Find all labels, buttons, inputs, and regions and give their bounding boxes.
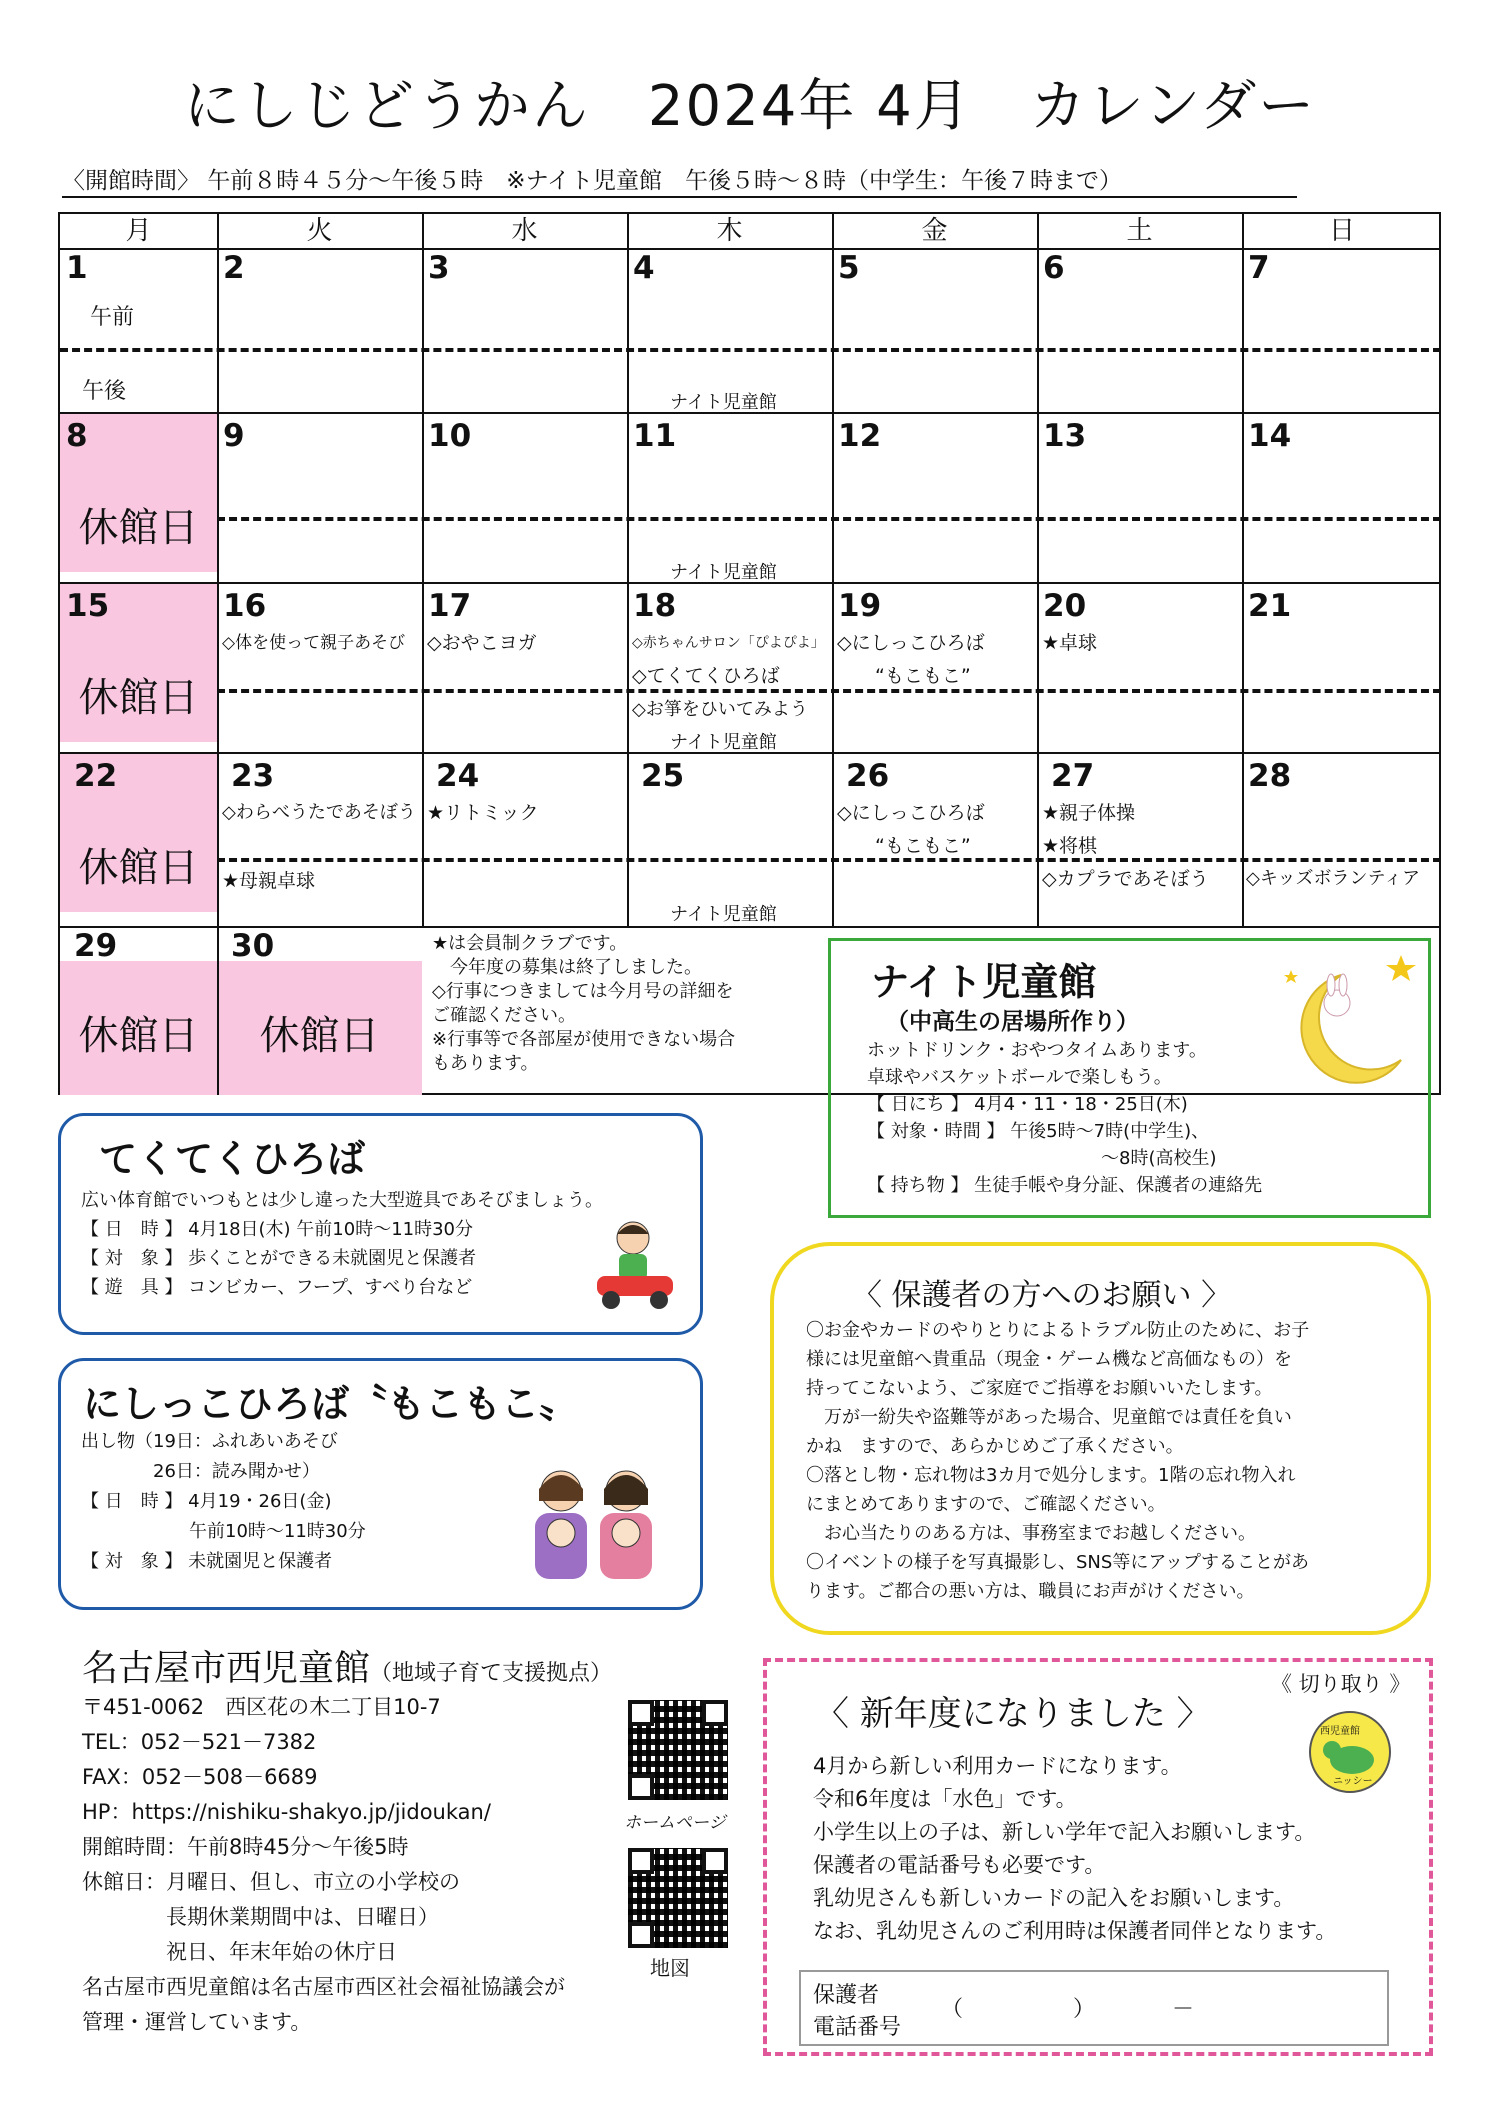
day-number: 14 bbox=[1248, 418, 1292, 454]
day-number: 15 bbox=[66, 588, 110, 624]
event-item: ★卓球 bbox=[1042, 632, 1098, 654]
day-number: 9 bbox=[223, 418, 245, 454]
event-item: ◇おやこヨガ bbox=[427, 632, 537, 654]
event-item: ◇にしっこひろば bbox=[837, 632, 985, 654]
day-number: 19 bbox=[838, 588, 882, 624]
weekday-fri: 金 bbox=[921, 216, 948, 246]
day-number: 10 bbox=[428, 418, 472, 454]
event-item: ◇赤ちゃんサロン「ぴよぴよ」 bbox=[632, 635, 825, 651]
tekuteku-title: てくてくひろば bbox=[99, 1137, 366, 1181]
night-title: ナイト児童館 bbox=[871, 960, 1097, 1004]
family-icon bbox=[521, 1461, 671, 1586]
weekday-sat: 土 bbox=[1126, 216, 1153, 246]
closed-label: 休館日 bbox=[78, 1013, 199, 1059]
weekday-tue: 火 bbox=[306, 216, 333, 246]
day-number: 3 bbox=[428, 250, 450, 286]
calendar-note: ★は会員制クラブです。 今年度の募集は終了しました。 ◇行事につきましては今月号の詳細を ご確認ください。 ※行事等で各部屋が使用できない場合 もあります。 bbox=[432, 933, 736, 1074]
night-label: ナイト児童館 bbox=[670, 562, 777, 583]
mokomoko-body: 出し物（19日：ふれあいあそび 26日：読み聞かせ） 【 日 時 】 4月19・26日(金) 午前10時～11時30分 【 対 象 】 未就園児と保護者 bbox=[81, 1431, 366, 1572]
pm-label: 午後 bbox=[82, 379, 127, 404]
day-number: 1 bbox=[66, 250, 88, 286]
event-item: “もこもこ” bbox=[875, 835, 971, 857]
event-item: ◇わらべうたであそぼう bbox=[222, 802, 416, 823]
night-subtitle: （中高生の居場所作り） bbox=[886, 1009, 1139, 1035]
guardian-title: 〈 保護者の方へのお願い 〉 bbox=[852, 1278, 1232, 1313]
guardian-box bbox=[770, 1242, 1431, 1635]
homepage-qr-label: ホームページ bbox=[624, 1813, 726, 1833]
day-number: 30 bbox=[231, 928, 275, 964]
day-number: 12 bbox=[838, 418, 882, 454]
moon-bunny-icon bbox=[1271, 955, 1421, 1085]
org-name bbox=[82, 1640, 612, 1691]
phone-label-number: 電話番号 bbox=[813, 2015, 902, 2040]
night-label: ナイト児童館 bbox=[670, 904, 777, 925]
event-item: ◇にしっこひろば bbox=[837, 802, 985, 824]
day-number: 21 bbox=[1248, 588, 1292, 624]
closed-label: 休館日 bbox=[259, 1013, 380, 1059]
day-number: 23 bbox=[231, 758, 275, 794]
newyear-title: 〈 新年度になりました 〉 bbox=[815, 1694, 1211, 1734]
org-name-main: 名古屋市西児童館 bbox=[82, 1648, 371, 1689]
day-number: 4 bbox=[633, 250, 655, 286]
am-label: 午前 bbox=[90, 305, 135, 330]
event-item: ◇てくてくひろば bbox=[632, 665, 780, 687]
org-info: 〒451-0062 西区花の木二丁目10-7 TEL：052－521－7382 FAX：052－508－6689 HP：https://nishiku-shakyo.jp/jidoukan/ 開館時間：午前8時45分～午後5時 休館日：月曜日、但し、市立の小学校の 長期休業期間中は、日曜日） 祝日、年末年始の休庁日 名古屋市西児童館は名古屋市西区社会福祉協議会が 管理・運営しています。 bbox=[82, 1695, 565, 2034]
phone-form[interactable] bbox=[799, 1970, 1389, 2046]
day-number: 20 bbox=[1043, 588, 1087, 624]
day-number: 26 bbox=[846, 758, 890, 794]
phone-label-guardian: 保護者 bbox=[813, 1983, 880, 2008]
event-item: ★リトミック bbox=[427, 802, 539, 824]
day-number: 29 bbox=[74, 928, 118, 964]
day-number: 27 bbox=[1051, 758, 1095, 794]
mokomoko-title: にしっこひろば〝もこもこ〟 bbox=[83, 1382, 578, 1426]
mascot-name: ニッシー bbox=[1333, 1776, 1373, 1787]
org-name-sub: （地域子育て支援拠点） bbox=[370, 1661, 613, 1686]
day-number: 18 bbox=[633, 588, 677, 624]
weekday-mon: 月 bbox=[125, 216, 152, 246]
day-number: 28 bbox=[1248, 758, 1292, 794]
closed-label: 休館日 bbox=[78, 845, 199, 891]
opening-hours: 〈開館時間〉 午前８時４５分～午後５時 ※ナイト児童館 午後５時～８時（中学生：午後７時まで） bbox=[62, 168, 1297, 198]
mascot-text: 西児童館 bbox=[1320, 1726, 1360, 1737]
tekuteku-body: 広い体育館でいつもとは少し違った大型遊具であそびましょう。 【 日 時 】 4月18日(木) 午前10時～11時30分 【 対 象 】 歩くことができる未就園児と保護者 【 遊 具 】 コンビカー、フープ、すべり台など bbox=[81, 1190, 603, 1298]
event-item: ◇体を使って親子あそび bbox=[222, 633, 406, 653]
day-number: 13 bbox=[1043, 418, 1087, 454]
night-box bbox=[828, 938, 1431, 1218]
event-item: ★母親卓球 bbox=[222, 870, 316, 892]
event-item: “もこもこ” bbox=[875, 665, 971, 687]
night-body: ホットドリンク・おやつタイムあります。 卓球やバスケットボールで楽しもう。 【 日にち 】 4月4・11・18・25日(木) 【 対象・時間 】 午後5時～7時(中学生)、 ～8時(高校生) 【 持ち物 】 生徒手帳や身分証、保護者の連絡先 bbox=[867, 1040, 1263, 1196]
day-number: 24 bbox=[436, 758, 480, 794]
closed-label: 休館日 bbox=[78, 505, 199, 551]
event-item: ★親子体操 bbox=[1042, 802, 1136, 824]
night-label: ナイト児童館 bbox=[670, 732, 777, 753]
night-label: ナイト児童館 bbox=[670, 392, 777, 413]
newyear-box bbox=[763, 1658, 1433, 2056]
day-number: 25 bbox=[641, 758, 685, 794]
event-item: ◇お箏をひいてみよう bbox=[632, 699, 808, 720]
day-number: 8 bbox=[66, 418, 88, 454]
weekday-thu: 木 bbox=[716, 216, 743, 246]
day-number: 11 bbox=[633, 418, 677, 454]
newyear-body: 4月から新しい利用カードになります。 令和6年度は「水色」です。 小学生以上の子は、新しい学年で記入お願いします。 保護者の電話番号も必要です。 乳幼児さんも新しいカードの記入をお願いします。 なお、乳幼児さんのご利用時は保護者同伴となります。 bbox=[813, 1754, 1337, 1943]
event-item: ◇キッズボランティア bbox=[1246, 868, 1421, 889]
map-qr-label: 地図 bbox=[650, 1956, 690, 1980]
day-number: 16 bbox=[223, 588, 267, 624]
phone-blank[interactable]: （ ） － bbox=[941, 1997, 1195, 2022]
day-number: 7 bbox=[1248, 250, 1270, 286]
weekday-sun: 日 bbox=[1328, 216, 1355, 246]
day-number: 5 bbox=[838, 250, 860, 286]
event-item: ★将棋 bbox=[1042, 835, 1098, 857]
guardian-body: 〇お金やカードのやりとりによるトラブル防止のために、お子 様には児童館へ貴重品（現金・ゲーム機など高価なもの）を 持ってこないよう、ご家庭でご指導をお願いいたします。 万が一紛失や盗難等があった場合、児童館では責任を負い かね ますので、あらかじめご了承ください。 〇落とし物・忘れ物は3カ月で処分します。1階の忘れ物入れ にまとめてありますので、ご確認ください。 お心当たりのある方は、事務室までお越しください。 〇イベントの様子を写真撮影し、SNS等にアップすることがあ ります。ご都合の悪い方は、職員にお声がけください。 bbox=[806, 1320, 1310, 1602]
day-number: 2 bbox=[223, 250, 245, 286]
day-number: 6 bbox=[1043, 250, 1065, 286]
child-car-icon bbox=[591, 1216, 681, 1316]
day-number: 17 bbox=[428, 588, 472, 624]
cut-label: 《 切り取り 》 bbox=[1271, 1672, 1411, 1696]
mokomoko-box bbox=[58, 1358, 703, 1610]
closed-label: 休館日 bbox=[78, 675, 199, 721]
weekday-wed: 水 bbox=[511, 216, 538, 246]
page-title: にしじどうかん 2024年 4月 カレンダー bbox=[183, 74, 1317, 139]
tekuteku-box bbox=[58, 1113, 703, 1335]
event-item: ◇カプラであそぼう bbox=[1042, 868, 1209, 890]
day-number: 22 bbox=[74, 758, 118, 794]
